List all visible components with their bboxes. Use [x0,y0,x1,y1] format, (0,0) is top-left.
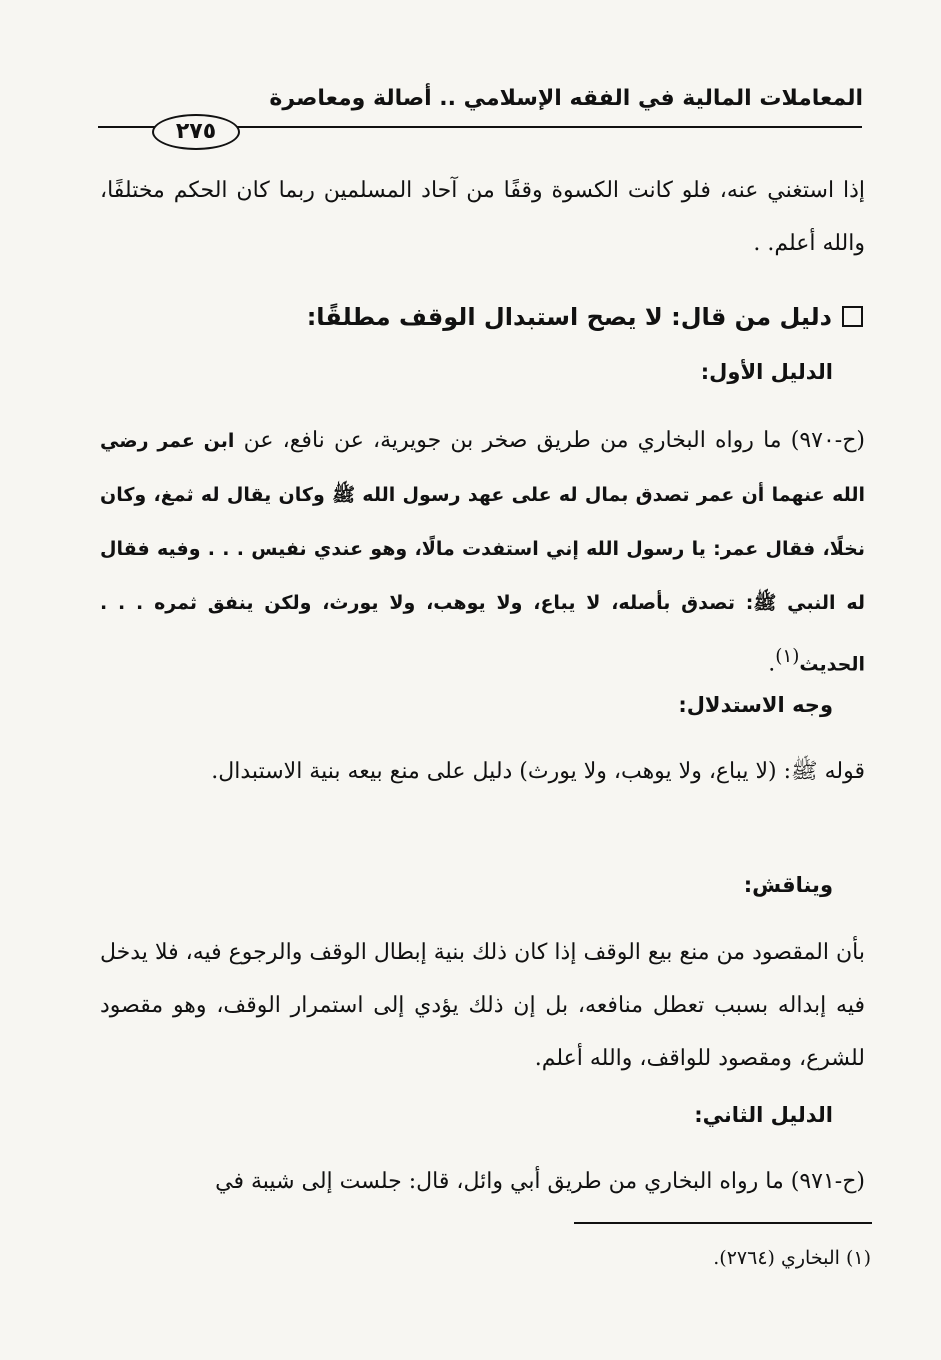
hadith-970-paragraph: (ح-٩٧٠) ما رواه البخاري من طريق صخر بن جويرية، عن نافع، عن ابن عمر رضي الله عنهما أن عمر تصدق بمال له على عهد رسول الله ﷺ وكان يقال له ثمغ، وكان نخلًا، فقال عمر: يا رسول الله إني استفدت مالًا، وهو عندي نفيس . . . وفيه فقال له النبي ﷺ: تصدق بأصله، لا يباع، ولا يوهب، ولا يورث، ولكن ينفق ثمره . . . الحديث$^{(١)}$. [100,428,865,677]
running-header-title: المعاملات المالية في الفقه الإسلامي .. أصالة ومعاصرة [269,86,863,111]
second-evidence-heading: الدليل الثاني: [694,1103,833,1127]
hadith-970-block [100,414,865,691]
hadith-971-block [100,1155,865,1208]
inference-block [100,745,865,798]
inference-paragraph: قوله ﷺ: (لا يباع، ولا يوهب، ولا يورث) دليل على منع بيعه بنية الاستبدال. [211,759,865,784]
footnote-rule [574,1222,872,1224]
inference-heading: وجه الاستدلال: [678,693,833,717]
intro-paragraph-text: إذا استغني عنه، فلو كانت الكسوة وقفًا من آحاد المسلمين ربما كان الحكم مختلفًا، والله أعلم. . [100,178,865,256]
intro-paragraph [100,164,865,270]
objection-block [100,926,865,1085]
page-number: ٢٧٥ [152,114,240,150]
hadith-971-paragraph: (ح-٩٧١) ما رواه البخاري من طريق أبي وائل، قال: جلست إلى شيبة في [215,1169,865,1194]
footnote: (١) البخاري (٢٧٦٤). [713,1247,871,1269]
section-heading-text: دليل من قال: لا يصح استبدال الوقف مطلقًا: [306,303,832,331]
hadith-970-opening: (ح-٩٧٠) ما رواه البخاري من طريق صخر بن جويرية، عن نافع، عن [243,428,865,453]
hadith-970-text: ابن عمر رضي الله عنهما أن عمر تصدق بمال له على عهد رسول الله ﷺ وكان يقال له ثمغ، وكان نخلًا، فقال عمر: يا رسول الله إني استفدت مالًا، وهو عندي نفيس . . . وفيه فقال له النبي ﷺ: تصدق بأصله، لا يباع، ولا يوهب، ولا يورث، ولكن ينفق ثمره . . . الحديث [100,430,865,676]
footnote-marker: (١) [775,646,800,667]
first-evidence-heading: الدليل الأول: [700,360,833,384]
objection-paragraph: بأن المقصود من منع بيع الوقف إذا كان ذلك بنية إبطال الوقف والرجوع فيه، فلا يدخل فيه إبداله بسبب تعطل منافعه، بل إن ذلك يؤدي إلى استمرار الوقف، وهو مقصود للشرع، ومقصود للواقف، والله أعلم. [100,940,865,1071]
square-outline-icon [842,306,863,327]
section-heading [307,300,863,334]
objection-heading: ويناقش: [743,873,833,897]
